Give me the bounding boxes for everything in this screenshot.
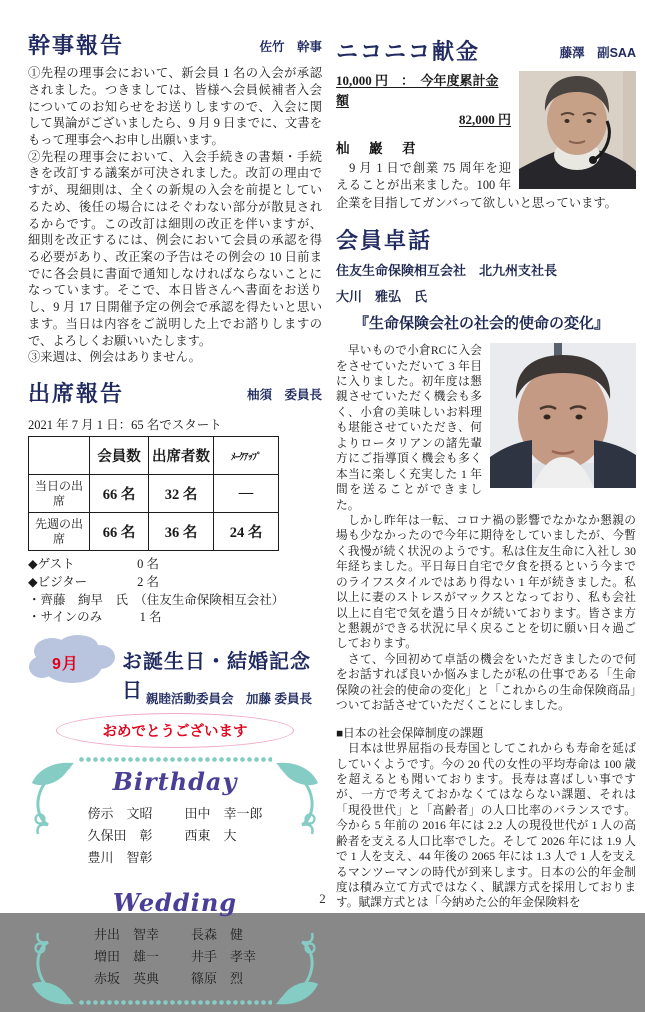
table-row: [29, 513, 279, 551]
birthday-name: 久保田 彰: [87, 828, 153, 844]
attendance-row-label: 当日の出席: [29, 475, 90, 513]
member-talk-title: 会員卓話: [336, 228, 433, 254]
niconico-content: [336, 71, 636, 213]
speaker-name: 大川 雅弘 氏: [336, 289, 428, 305]
attendance-members-value: 66 名: [90, 513, 149, 551]
attendance-makeup-value: ―: [214, 475, 279, 513]
secretary-paragraph: ②先程の理事会において、入会手続きの書類・手続きを改訂する議案が可決されました。改訂の理由ですが、現細則は、全くの新規の入会を前提としているため、後任の場合にはそぐわない部分が散見されるからです。この改訂は細則の改正を伴いますが、細則を改正するには、例会において会員の承認を得る必要があり、改正案の予告はその例会の 10 日前までに各会員に書面で通知しなければならないことになっています。そこで、本日皆さんへ書面をお送りし、9 月 17 日開催予定の例会で承認を得たいと思います。当日は内容をご説明した上でお諮りしますので、よろしくお願いいたします。: [28, 149, 322, 348]
corner-flourish-icon: [26, 936, 76, 1008]
attendance-start-line: 2021 年 7 月 1 日：65 名でスタート: [28, 418, 222, 433]
attendance-header-members: 会員数: [90, 437, 149, 475]
wedding-name: 井手 孝幸: [191, 949, 257, 965]
donor-name: 杣 巖 君: [336, 140, 419, 156]
birthday-title: Birthday: [112, 767, 238, 797]
donation-total: 82,000 円: [458, 112, 511, 128]
attendance-attendees-value: 36 名: [149, 513, 214, 551]
page-number: 2: [319, 891, 326, 906]
celebration-byline: 親睦活動委員会 加藤 委員長: [146, 692, 312, 707]
right-column: [336, 40, 636, 911]
birthday-name: 西東 大: [184, 828, 237, 844]
attendance-note: ◆ビジター 2 名: [28, 574, 159, 589]
attendance-makeup-value: 24 名: [214, 513, 279, 551]
birthday-name: 豊川 智彰: [87, 850, 153, 866]
wedding-name: 長森 健: [191, 927, 244, 943]
attendance-table: [28, 436, 279, 551]
portrait-photo-fujisawa: [519, 71, 636, 189]
attendance-header-blank: [29, 437, 90, 475]
attendance-members-value: 66 名: [90, 475, 149, 513]
birthday-name: 傍示 文昭: [87, 806, 153, 822]
wedding-name: 増田 雄一: [93, 949, 159, 965]
attendance-report-header: [28, 382, 322, 405]
attendance-header-makeup: ﾒｰｸｱｯﾌﾟ: [214, 437, 279, 475]
congrats-ellipse: [56, 713, 294, 748]
talk-subheading: ■日本の社会保障制度の課題: [336, 726, 484, 740]
celebration-month-badge: 9月: [52, 656, 79, 674]
attendance-row-label: 先週の出席: [29, 513, 90, 551]
chain-border-top: [78, 756, 272, 763]
donation-comment: 9 月 1 日で創業 75 周年を迎えることが出来ました。100 年企業を目指してガンバって欲しいと思っています。: [336, 160, 617, 211]
attendance-note: ・齊藤 絢早 氏 （住友生命保険相互会社）: [28, 592, 285, 607]
corner-flourish-icon: [26, 759, 76, 831]
niconico-title: ニコニコ献金: [336, 39, 481, 64]
table-row: [29, 475, 279, 513]
talk-body: [336, 343, 636, 911]
wedding-name: 井出 智幸: [93, 927, 159, 943]
attendance-header-attendees: 出席者数: [149, 437, 214, 475]
wedding-name: 赤坂 英典: [93, 971, 159, 987]
chain-border-bottom: [78, 999, 272, 1006]
secretary-report-header: [28, 34, 322, 57]
birthday-name: 田中 幸一郎: [184, 806, 263, 822]
portrait-photo-okawa: [490, 343, 636, 488]
wedding-title: Wedding: [112, 888, 238, 918]
wedding-name: 篠原 烈: [191, 971, 244, 987]
attendance-report-title: 出席報告: [28, 381, 125, 407]
member-talk-header: [336, 229, 636, 252]
donation-amounts: [336, 71, 518, 130]
talk-paragraph: 早いもので小倉RCに入会をさせていただいて 3 年目に入りました。初年度は懇親させていただく機会も多く、小倉の美味しいお料理も堪能させていただき、何よりロータリアンの諸先輩方にご指導頂く機会も多く本当に楽しく充実した 1 年間を送ることができました。: [336, 344, 482, 512]
donation-amount-line: 10,000 円 ： 今年度累計金額: [336, 73, 499, 108]
member-talk-section: [336, 229, 636, 911]
talk-paragraph: さて、今回初めて卓話の機会をいただきましたので何をお話すれば良いか悩みましたが私の仕事である「生命保険の社会的使命の変化」と「これからの生命保険商品」ついてお話させていただくことにしました。: [336, 652, 636, 713]
celebration-frame: [28, 751, 322, 1012]
attendance-report-byline: 柚須 委員長: [246, 388, 322, 403]
talk-subject-title: 『生命保険会社の社会的使命の変化』: [354, 315, 610, 333]
secretary-paragraph: ①先程の理事会において、新会員 1 名の入会が承認されました。つきましては、皆様へ会員候補者入会についてのお知らせをお送りしますので、入会に関して異論がございましたら、9 月 9 日までに、文書をもって理事会へお申し出願います。: [28, 66, 322, 147]
attendance-attendees-value: 32 名: [149, 475, 214, 513]
birthday-names: [87, 803, 262, 866]
celebration-title: お誕生日・結婚記念日: [122, 651, 311, 703]
talk-paragraph: 日本は世界屈指の長寿国としてこれからも寿命を延ばしていくようです。今の 20 代の女性の平均寿命は 100 歳を超えるとも聞いております。長寿は喜ばしい事ですが、一方で考えておかなくてはならない課題、それは「現役世代」と「高齢者」の人口比率のバランスです。今から 5 年前の 2016 年には 2.2 人の現役世代が 1 人の高齢者を支える人口比率でした。そして 2026 年には 1.9 人で 1 人を支え、44 年後の 2065 年には 1.3 人で 1 人を支えるマンツーマンの時代が到来します。日本の公的年金制度は積み立て方式ではなく、賦課方式を採用しております。賦課方式とは「今納めた公的年金保険料を: [336, 742, 636, 910]
birthday-name: [185, 847, 263, 866]
corner-flourish-icon: [274, 759, 324, 831]
speaker-organization: 住友生命保険相互会社 北九州支社長: [336, 263, 558, 279]
secretary-report-title: 幹事報告: [28, 33, 125, 58]
congrats-text: おめでとうございます: [102, 724, 248, 741]
attendance-table-header-row: [29, 437, 279, 475]
talk-paragraph: しかし昨年は一転、コロナ禍の影響でなかなか懇親の場も少なかったので今年に期待をしていましたが、今暫く我慢が続く状況のようです。私は住友生命に入社し 30 年経ちました。平日毎日自宅で夕食を摂るという今までのライフスタイルではあり得ない 1 年が続きました。私以上に妻のストレスがマックスとなっており、私も会社以上に自宅で気を遣う日々が続いております。皆さま方と懇親ができる状況に早く戻ることを切に願い日々過ごしております。: [336, 513, 636, 651]
secretary-paragraph: ③来週は、例会はありません。: [28, 350, 201, 365]
corner-flourish-icon: [274, 936, 324, 1008]
wedding-names: [94, 924, 256, 987]
attendance-note: ◆ゲスト 0 名: [28, 557, 159, 572]
niconico-byline: 藤澤 副SAA: [559, 46, 636, 61]
niconico-header: [336, 40, 636, 63]
secretary-report-byline: 佐竹 幹事: [259, 40, 322, 55]
left-column: [28, 34, 322, 1012]
attendance-note: ・サインのみ 1 名: [28, 610, 162, 625]
